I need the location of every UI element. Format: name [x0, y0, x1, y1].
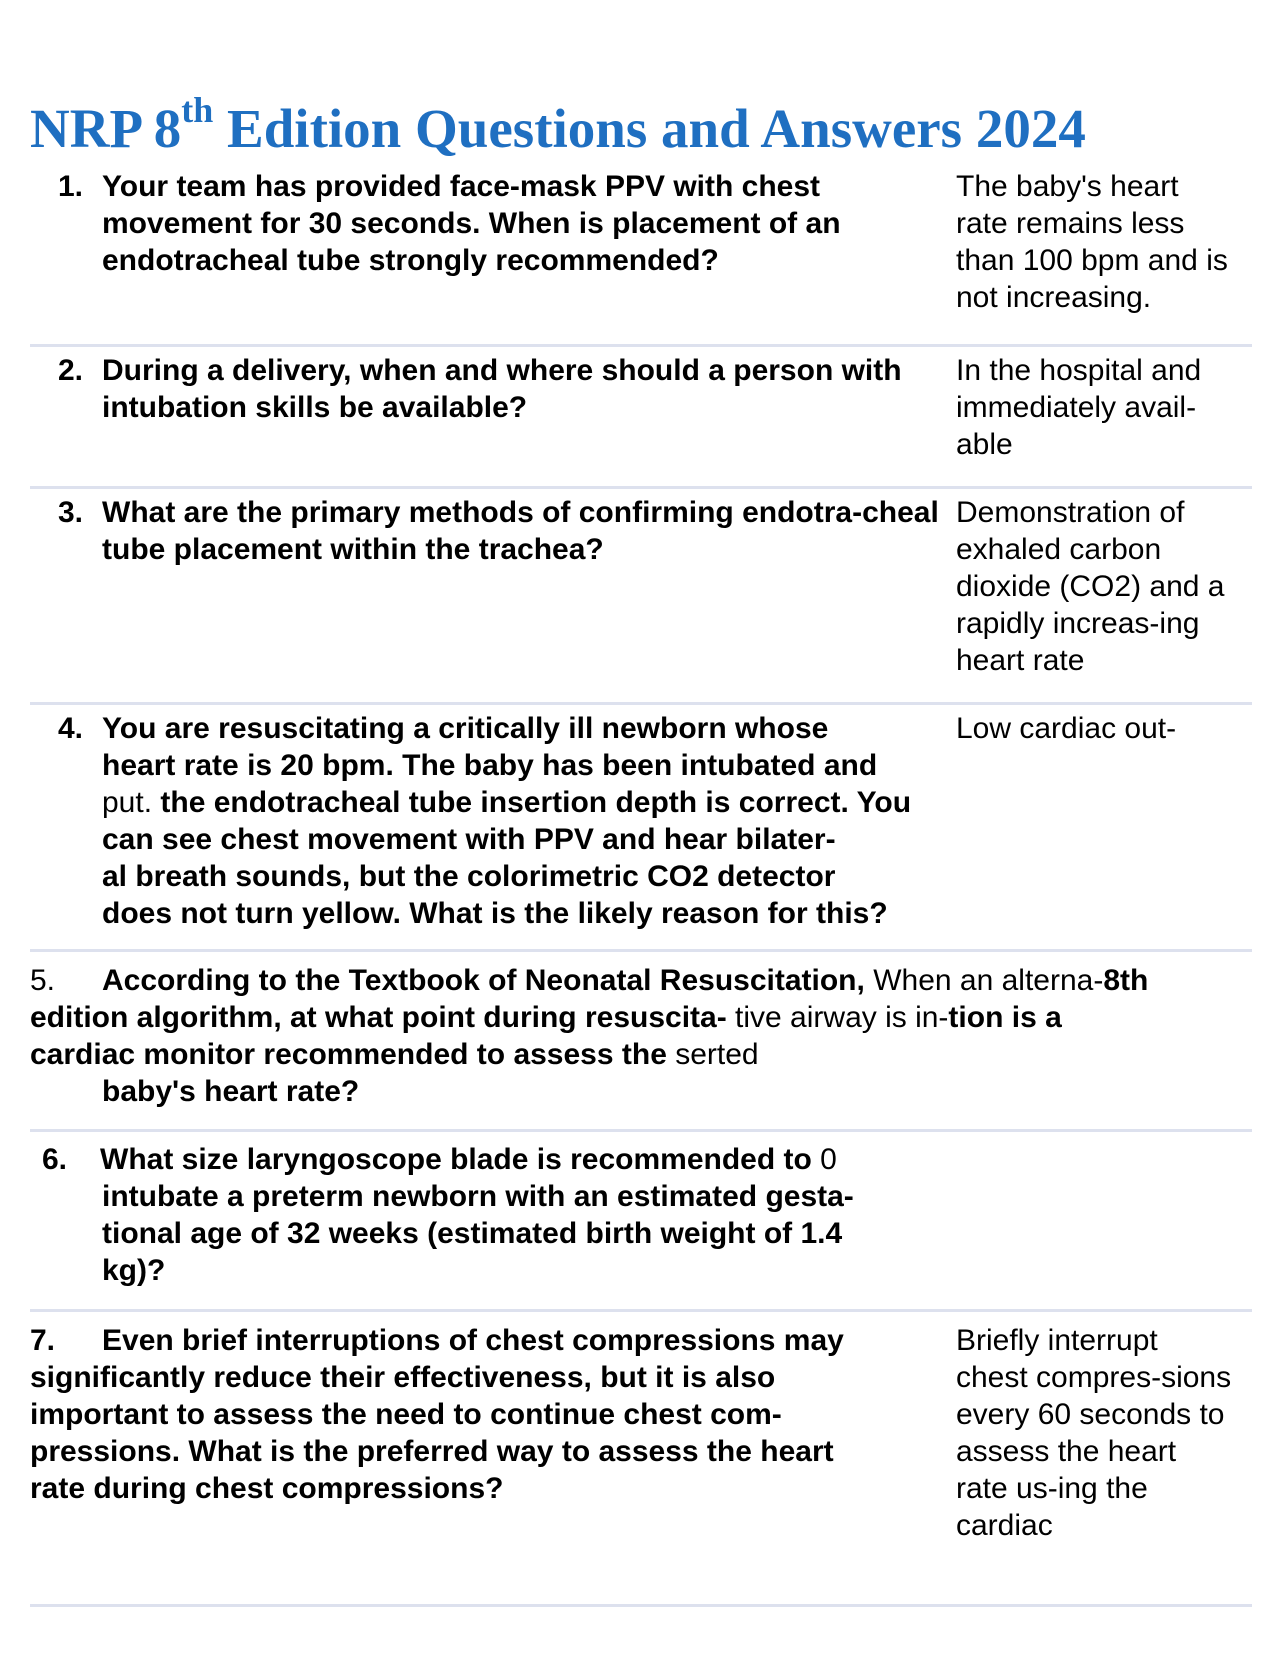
question-line: tional age of 32 weeks (estimated birth weight of 1.4: [102, 1217, 843, 1250]
question-number: 7.: [30, 1324, 56, 1357]
question-line: baby's heart rate?: [102, 1075, 360, 1108]
question-number: 4.: [58, 712, 84, 745]
answer-text: Briefly interrupt chest compres-sions every 60 seconds to assess the heart rate us-ing the cardiac: [956, 1324, 1232, 1542]
divider: [30, 344, 1252, 347]
divider: [30, 1309, 1252, 1312]
divider: [30, 1129, 1252, 1132]
question-line: kg)?: [102, 1254, 166, 1287]
question-number: 2.: [58, 354, 84, 387]
divider: [30, 486, 1252, 489]
divider: [30, 949, 1252, 952]
question-number: 5.: [30, 964, 56, 997]
divider: [30, 1604, 1252, 1607]
question-line: What size laryngoscope blade is recommended to 0: [100, 1143, 837, 1176]
question-text: During a delivery, when and where should a person with intubation skills be available?: [102, 354, 902, 424]
page-title: NRP 8th Edition Questions and Answers 2024: [30, 89, 1086, 159]
question-line: cardiac monitor recommended to assess the serted: [30, 1038, 759, 1071]
question-number: 3.: [58, 496, 84, 529]
question-line: intubate a preterm newborn with an estimated gesta-: [102, 1180, 854, 1213]
answer-text: In the hospital and immediately avail-able: [956, 354, 1202, 461]
title-superscript: th: [181, 89, 214, 130]
question-text: What are the primary methods of confirming endotra-cheal tube placement within the trachea?: [102, 496, 939, 566]
question-line: rate during chest compressions?: [30, 1472, 504, 1505]
question-line: does not turn yellow. What is the likely reason for this?: [102, 897, 888, 930]
divider: [30, 702, 1252, 705]
question-line: important to assess the need to continue chest com-: [30, 1398, 782, 1431]
answer-text: Low cardiac out-: [956, 712, 1177, 745]
answer-text: Demonstration of exhaled carbon dioxide (CO2) and a rapidly increas-ing heart rate: [956, 496, 1225, 677]
question-line: can see chest movement with PPV and hear bilater-: [102, 823, 836, 856]
question-line: put. the endotracheal tube insertion depth is correct. You: [102, 786, 912, 819]
question-text: Your team has provided face-mask PPV with chest movement for 30 seconds. When is placement of an endotracheal tube strongly recommended?: [102, 170, 841, 277]
question-number: 6.: [42, 1143, 68, 1176]
question-line: pressions. What is the preferred way to assess the heart: [30, 1435, 834, 1468]
answer-text: The baby's heart rate remains less than 100 bpm and is not increasing.: [956, 170, 1228, 314]
answer-text: 0: [811, 1143, 837, 1176]
question-number: 1.: [58, 170, 84, 203]
question-line: al breath sounds, but the colorimetric CO2 detector: [102, 860, 836, 893]
question-line: Even brief interruptions of chest compressions may: [102, 1324, 844, 1357]
question-line: heart rate is 20 bpm. The baby has been intubated and: [102, 749, 878, 782]
question-line: significantly reduce their effectiveness, but it is also: [30, 1361, 776, 1394]
question-line: edition algorithm, at what point during resuscita- tive airway is in-tion is a: [30, 1001, 1062, 1034]
question-line: You are resuscitating a critically ill newborn whose: [102, 712, 829, 745]
question-line: According to the Textbook of Neonatal Resuscitation, When an alterna-8th: [102, 964, 1149, 997]
